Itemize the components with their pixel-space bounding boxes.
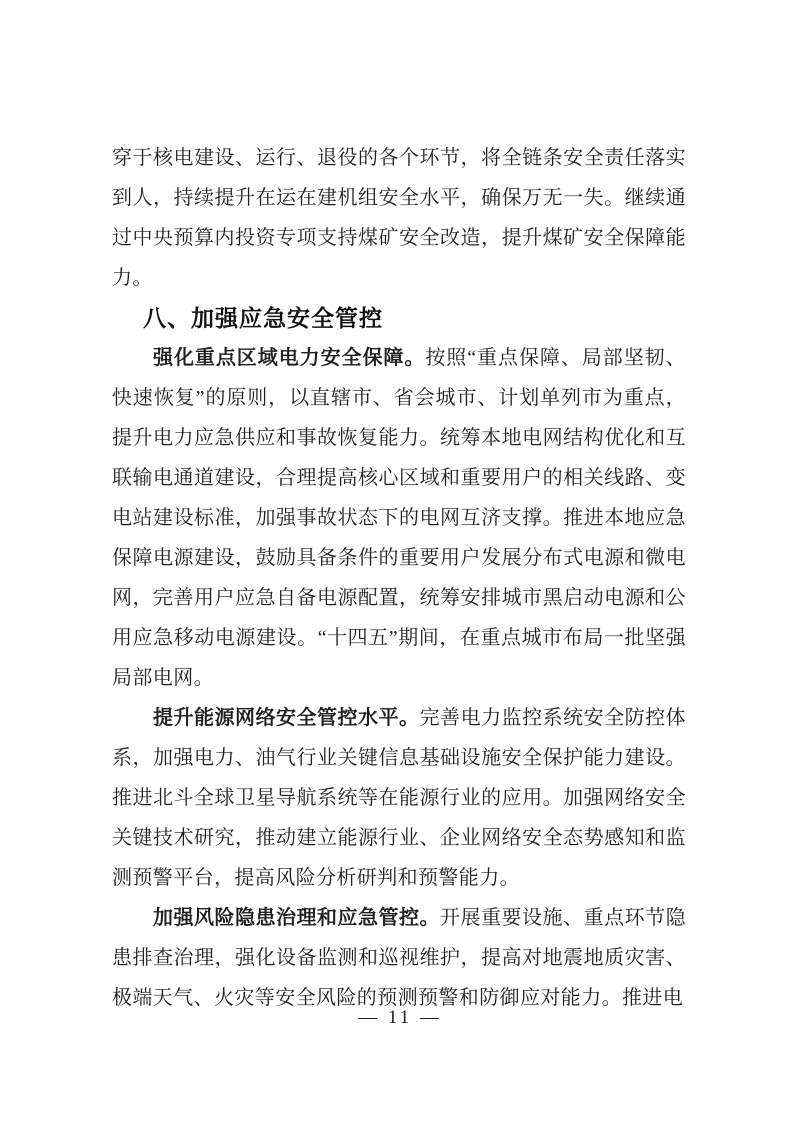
paragraph-body: 开展重要设施、重点环节隐患排查治理，强化设备监测和巡视维护，提高对地震地质灾害、极端天气、火灾等安全风险的预测预警和防御应对能力。推进电 [112,907,686,1009]
paragraph-body: 完善电力监控系统安全防控体系，加强电力、油气行业关键信息基础设施安全保护能力建设。推进北斗全球卫星导航系统等在能源行业的应用。加强网络安全关键技术研究，推动建立能源行业、企业网络安全态势感知和监测预警平台，提高风险分析研判和预警能力。 [112,707,687,889]
paragraph-lead: 加强风险隐患治理和应急管控。 [153,907,441,929]
section-heading: 八、加强应急安全管控 [143,305,383,331]
page-content [112,138,686,1018]
paragraph-cyber-security [112,698,686,898]
continuation-paragraph: 穿于核电建设、运行、退役的各个环节，将全链条安全责任落实到人，持续提升在运在建机组安全水平，确保万无一失。继续通过中央预算内投资专项支持煤矿安全改造，提升煤矿安全保障能力。 [112,147,686,289]
paragraph-grid-security [112,338,686,698]
paragraph-lead: 提升能源网络安全管控水平。 [153,707,420,729]
page-number: — 11 — [358,1007,442,1028]
paragraph-risk-management [112,898,686,1018]
paragraph-lead: 强化重点区域电力安全保障。 [153,347,426,369]
paragraph-body: 按照“重点保障、局部坚韧、快速恢复”的原则，以直辖市、省会城市、计划单列市为重点，提升电力应急供应和事故恢复能力。统筹本地电网结构优化和互联输电通道建设，合理提高核心区域和重要用户的相关线路、变电站建设标准，加强事故状态下的电网互济支撑。推进本地应急保障电源建设，鼓励具备条件的重要用户发展分布式电源和微电网，完善用户应急自备电源配置，统筹安排城市黑启动电源和公用应急移动电源建设。“十四五”期间，在重点城市布局一批坚强局部电网。 [112,347,687,689]
